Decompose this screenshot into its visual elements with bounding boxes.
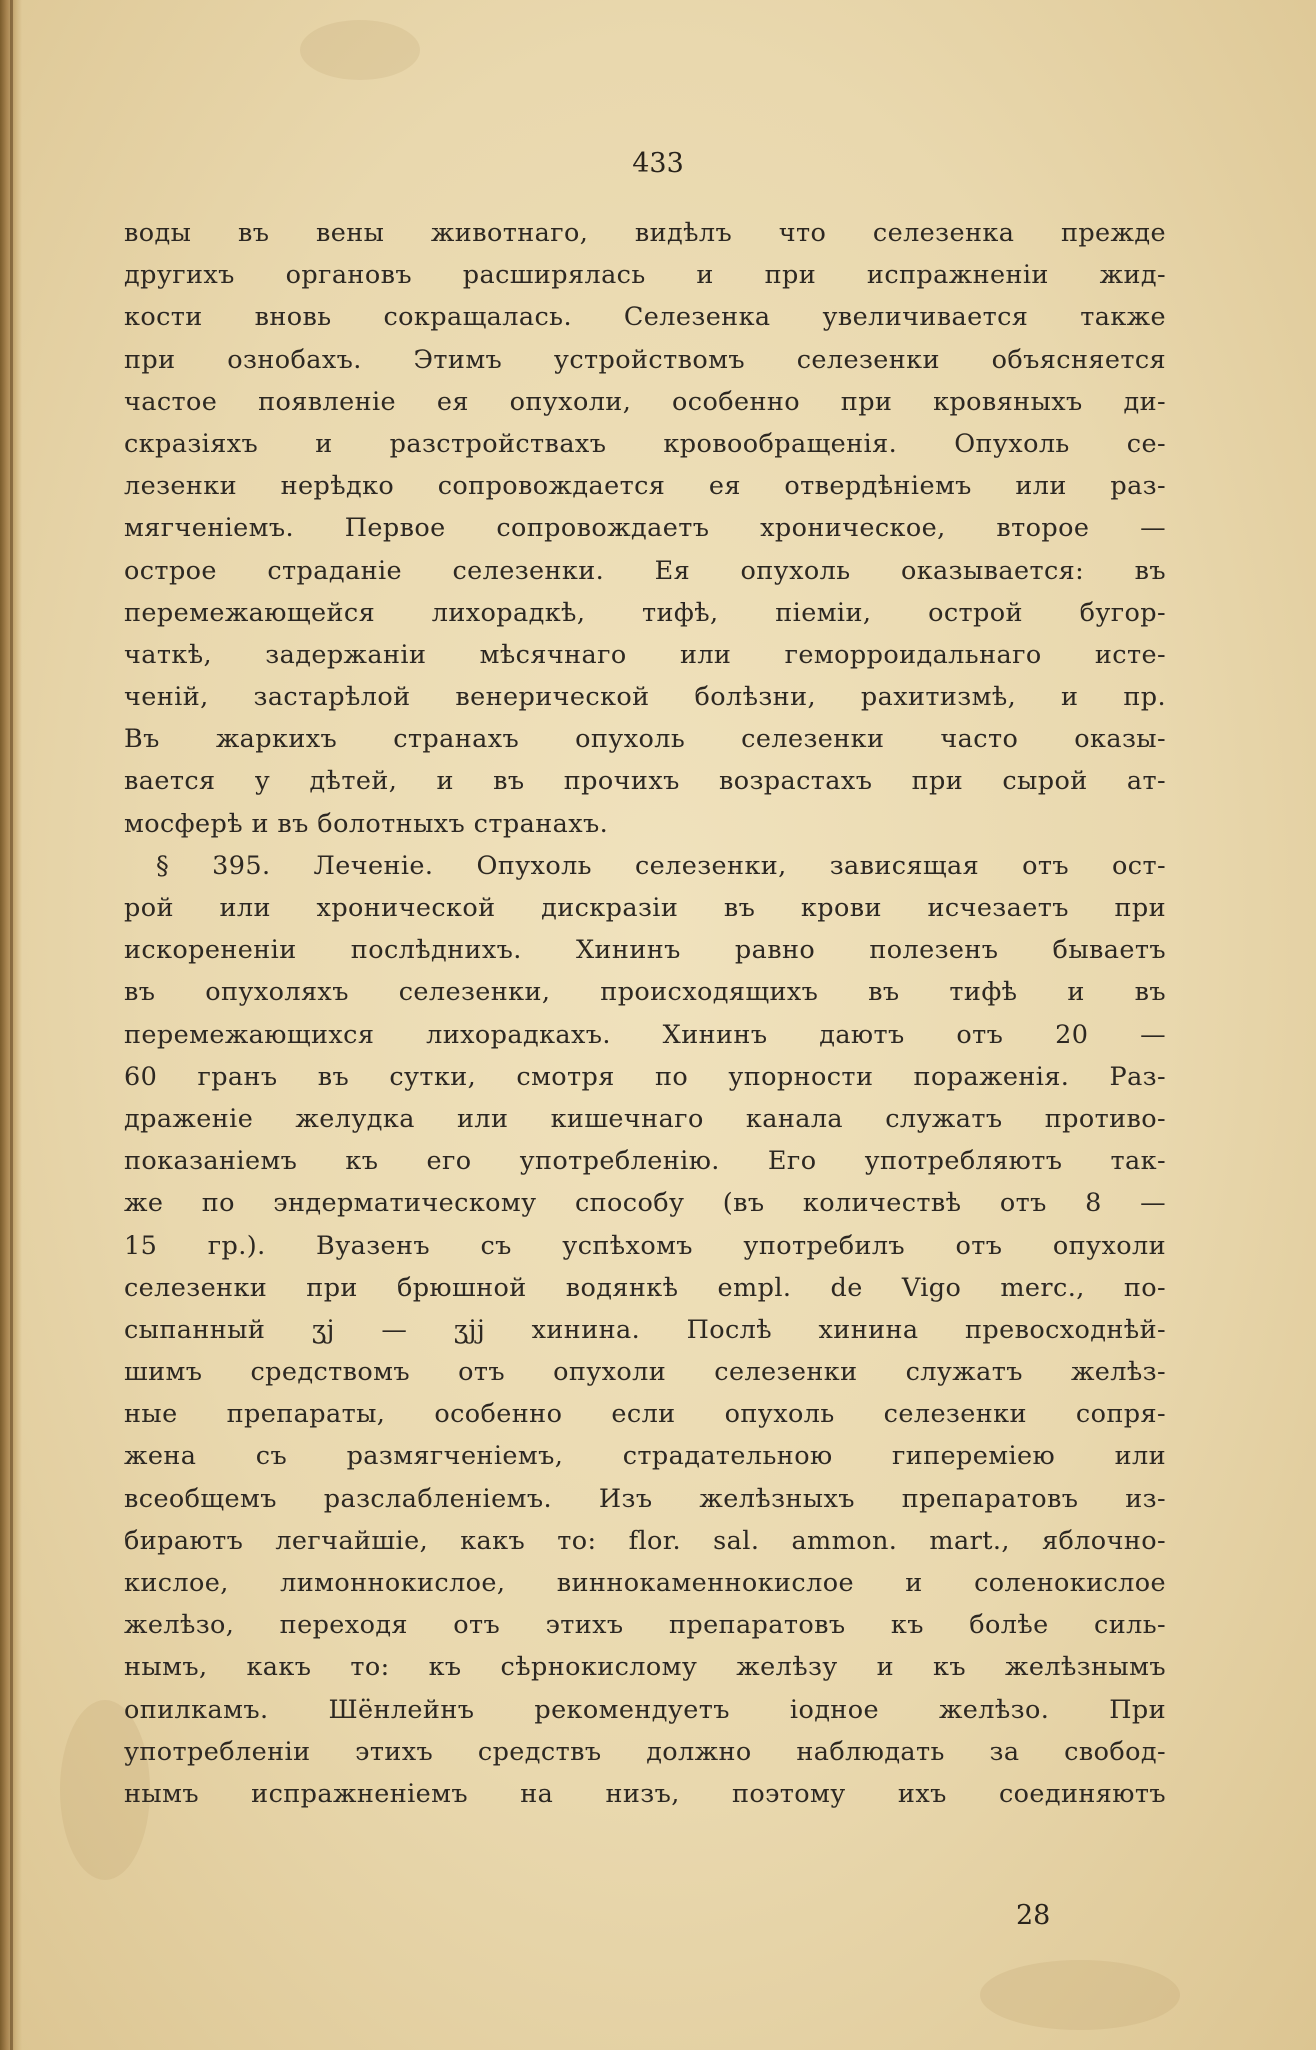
text-line: употребленіи этихъ средствъ должно наблюдать за свобод- bbox=[124, 1736, 1166, 1767]
text-line: перемежающихся лихорадкахъ. Хининъ даютъ отъ 20 — bbox=[124, 1019, 1166, 1050]
text-line: сыпанный ʒj — ʒjj хинина. Послѣ хинина превосходнѣй- bbox=[124, 1314, 1166, 1345]
text-line: острое страданіе селезенки. Ея опухоль оказывается: въ bbox=[124, 555, 1166, 586]
text-line: вается у дѣтей, и въ прочихъ возрастахъ при сырой ат- bbox=[124, 766, 1166, 797]
text-line: искорененіи послѣднихъ. Хининъ равно полезенъ бываетъ bbox=[124, 935, 1166, 966]
text-line: мягченіемъ. Первое сопровождаетъ хроническое, второе — bbox=[124, 513, 1166, 544]
text-line: воды въ вены животнаго, видѣлъ что селезенка прежде bbox=[124, 218, 1166, 248]
section-heading-line: § 395. Леченіе. Опухоль селезенки, зависящая отъ ост- bbox=[156, 850, 1166, 881]
text-line: опилкамъ. Шёнлейнъ рекомендуетъ іодное желѣзо. При bbox=[124, 1694, 1166, 1725]
text-line: частое появленіе ея опухоли, особенно при кровяныхъ ди- bbox=[124, 386, 1166, 417]
text-line: нымъ, какъ то: къ сѣрнокислому желѣзу и къ желѣзнымъ bbox=[124, 1652, 1166, 1683]
binding-line bbox=[10, 0, 13, 2050]
text-line: въ опухоляхъ селезенки, происходящихъ въ тифѣ и въ bbox=[124, 977, 1166, 1008]
text-line: 60 гранъ въ сутки, смотря по упорности пораженія. Раз- bbox=[124, 1061, 1166, 1092]
text-line: скразіяхъ и разстройствахъ кровообращенія. Опухоль се- bbox=[124, 428, 1166, 459]
text-line: селезенки при брюшной водянкѣ empl. de Vigo merc., по- bbox=[124, 1272, 1166, 1303]
text-line: 15 гр.). Вуазенъ съ успѣхомъ употребилъ отъ опухоли bbox=[124, 1230, 1166, 1261]
text-line: кислое, лимоннокислое, виннокаменнокислое и соленокислое bbox=[124, 1568, 1166, 1598]
signature-mark: 28 bbox=[1016, 1900, 1051, 1931]
paper-stain bbox=[300, 20, 420, 80]
text-line: показаніемъ къ его употребленію. Его употребляютъ так- bbox=[124, 1146, 1166, 1177]
text-line: лезенки нерѣдко сопровождается ея отвердѣніемъ или раз- bbox=[124, 471, 1166, 502]
text-line: ные препараты, особенно если опухоль селезенки сопря- bbox=[124, 1399, 1166, 1430]
text-line: чаткѣ, задержаніи мѣсячнаго или геморроидальнаго исте- bbox=[124, 639, 1166, 670]
text-line: драженіе желудка или кишечнаго канала служатъ противо- bbox=[124, 1103, 1166, 1134]
text-line: Въ жаркихъ странахъ опухоль селезенки часто оказы- bbox=[124, 724, 1166, 755]
page-number: 433 bbox=[632, 148, 684, 179]
text-line: ченій, застарѣлой венерической болѣзни, рахитизмѣ, и пр. bbox=[124, 682, 1166, 713]
text-line: всеобщемъ разслабленіемъ. Изъ желѣзныхъ препаратовъ из- bbox=[124, 1483, 1166, 1514]
text-line: жена съ размягченіемъ, страдательною гипереміею или bbox=[124, 1441, 1166, 1472]
text-line: бираютъ легчайшіе, какъ то: flor. sal. ammon. mart., яблочно- bbox=[124, 1525, 1166, 1556]
text-line: мосферѣ и въ болотныхъ странахъ. bbox=[124, 808, 609, 839]
text-line: перемежающейся лихорадкѣ, тифѣ, піеміи, острой бугор- bbox=[124, 597, 1166, 628]
text-line: желѣзо, переходя отъ этихъ препаратовъ къ болѣе силь- bbox=[124, 1610, 1166, 1641]
text-line: кости вновь сокращалась. Селезенка увеличивается также bbox=[124, 302, 1166, 333]
text-line: шимъ средствомъ отъ опухоли селезенки служатъ желѣз- bbox=[124, 1357, 1166, 1388]
text-line: другихъ органовъ расширялась и при испражненіи жид- bbox=[124, 260, 1166, 291]
text-line: же по эндерматическому способу (въ количествѣ отъ 8 — bbox=[124, 1188, 1166, 1219]
text-line: при ознобахъ. Этимъ устройствомъ селезенки объясняется bbox=[124, 344, 1166, 375]
body-text bbox=[124, 212, 1166, 1815]
paper-stain bbox=[980, 1960, 1180, 2030]
text-line: нымъ испражненіемъ на низъ, поэтому ихъ соединяютъ bbox=[124, 1778, 1166, 1809]
text-line: рой или хронической дискразіи въ крови исчезаетъ при bbox=[124, 893, 1166, 923]
